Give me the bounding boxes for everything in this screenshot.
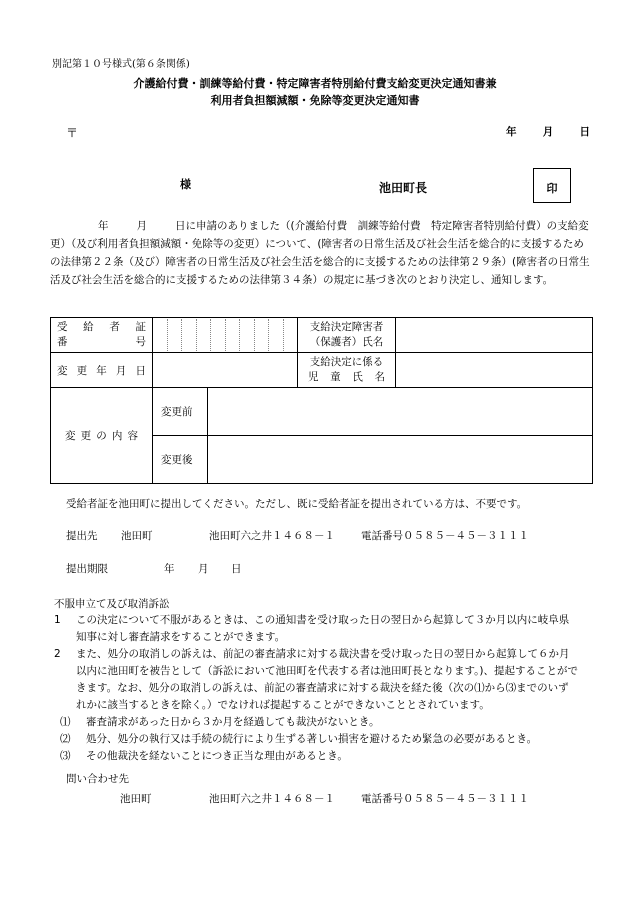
after-change-field[interactable] bbox=[208, 436, 593, 484]
objection-item-2: 2 また、処分の取消しの訴えは、前記の審査請求に対する裁決書を受け取った日の翌日から起算して６か月 以内に池田町を被告として（訴訟において池田町を代表する者は池田町長となります。)、提起することがで きます。なお、処分の取消しの訴えは、前記の審査請求に対する裁決を経た後（次の⑴から⑶までのいず れかに該当するときを除く。）でなければ提起することができないこととされています。 bbox=[54, 648, 579, 711]
deadline-year: 年 bbox=[164, 563, 175, 575]
form-number: 別記第１０号様式(第６条関係) bbox=[52, 59, 190, 70]
contact-heading: 問い合わせ先 bbox=[66, 773, 129, 785]
submission-label: 提出先 bbox=[66, 530, 98, 542]
objection-item-1: 1 この決定について不服があるときは、この通知書を受け取った日の翌日から起算して３か月以内に岐阜県 知事に対し審査請求をすることができます。 bbox=[54, 614, 570, 643]
objection-sub-2: ⑵ 処分、処分の執行又は手続の続行により生ずる著しい損害を避けるため緊急の必要があるとき。 bbox=[60, 733, 538, 745]
submission-deadline bbox=[66, 561, 242, 576]
issue-day-label: 日 bbox=[579, 126, 590, 138]
issue-month-label: 月 bbox=[542, 126, 554, 138]
objection-heading: 不服申立て及び取消訴訟 bbox=[54, 598, 170, 610]
child-name-field[interactable] bbox=[396, 353, 593, 388]
deadline-label: 提出期限 bbox=[66, 563, 108, 575]
mayor-title: 池田町長 bbox=[379, 181, 428, 195]
submission-destination bbox=[66, 528, 529, 543]
submission-phone: 電話番号０５８５－４５－３１１１ bbox=[361, 530, 529, 542]
notice-body bbox=[50, 217, 590, 289]
contact-address: 池田町六之井１４６８－１ bbox=[209, 793, 335, 805]
after-change-label: 変更後 bbox=[153, 436, 208, 484]
postal-mark: 〒 bbox=[66, 126, 79, 140]
decision-table bbox=[50, 317, 593, 484]
change-date-field[interactable] bbox=[153, 353, 298, 388]
guardian-name-label: 支給決定障害者 （保護者）氏名 bbox=[298, 318, 396, 353]
recipient-cert-number-field[interactable] bbox=[153, 318, 298, 353]
submission-address: 池田町六之井１４６８－１ bbox=[209, 530, 335, 542]
guardian-name-field[interactable] bbox=[396, 318, 593, 353]
deadline-month: 月 bbox=[198, 563, 209, 575]
before-change-field[interactable] bbox=[208, 388, 593, 436]
body-month: 月 bbox=[136, 220, 147, 232]
contact-phone: 電話番号０５８５－４５－３１１１ bbox=[361, 793, 529, 805]
contact-info bbox=[120, 791, 529, 806]
document-title-line2: 利用者負担額減額・免除等変更決定通知書 bbox=[210, 94, 420, 107]
recipient-honorific: 様 bbox=[180, 178, 191, 191]
child-name-label: 支給決定に係る 児 童 氏 名 bbox=[298, 353, 396, 388]
body-year: 年 bbox=[98, 220, 109, 232]
issue-date bbox=[506, 124, 590, 139]
change-content-label: 変 更 の 内 容 bbox=[51, 388, 153, 484]
objection-sub-3: ⑶ その他裁決を経ないことにつき正当な理由があるとき。 bbox=[60, 750, 348, 762]
contact-office: 池田町 bbox=[120, 793, 152, 805]
body-text: 日に申請のありました（(介護給付費 訓練等給付費 特定障害者特別給付費）の支給変更）（及び利用者負担額減額・免除等の変更）について、(障害者の日常生活及び社会生活を総合的に支援するための法律第２２条（及び）障害者の日常生活及び社会生活を総合的に支援するための法律第２９条）(障害者の日常生活及び社会生活を総合的に支援するための法律第３４条）の規定に基づき次のとおり決定し、通知します。 bbox=[50, 220, 590, 286]
seal-mark: 印 bbox=[546, 182, 558, 195]
submission-office: 池田町 bbox=[121, 530, 153, 542]
change-date-label: 変 更 年 月 日 bbox=[51, 353, 153, 388]
cert-number-digit-cells bbox=[153, 319, 297, 351]
issue-year-label: 年 bbox=[506, 126, 517, 138]
before-change-label: 変更前 bbox=[153, 388, 208, 436]
objection-sub-1: ⑴ 審査請求があった日から３か月を経過しても裁決がないとき。 bbox=[60, 716, 380, 728]
deadline-day: 日 bbox=[231, 563, 242, 575]
certificate-notice: 受給者証を池田町に提出してください。ただし、既に受給者証を提出されている方は、不要です。 bbox=[66, 498, 528, 510]
recipient-cert-number-label: 受 給 者 証 番 号 bbox=[51, 318, 153, 353]
document-title-line1: 介護給付費・訓練等給付費・特定障害者特別給付費支給変更決定通知書兼 bbox=[133, 77, 497, 90]
